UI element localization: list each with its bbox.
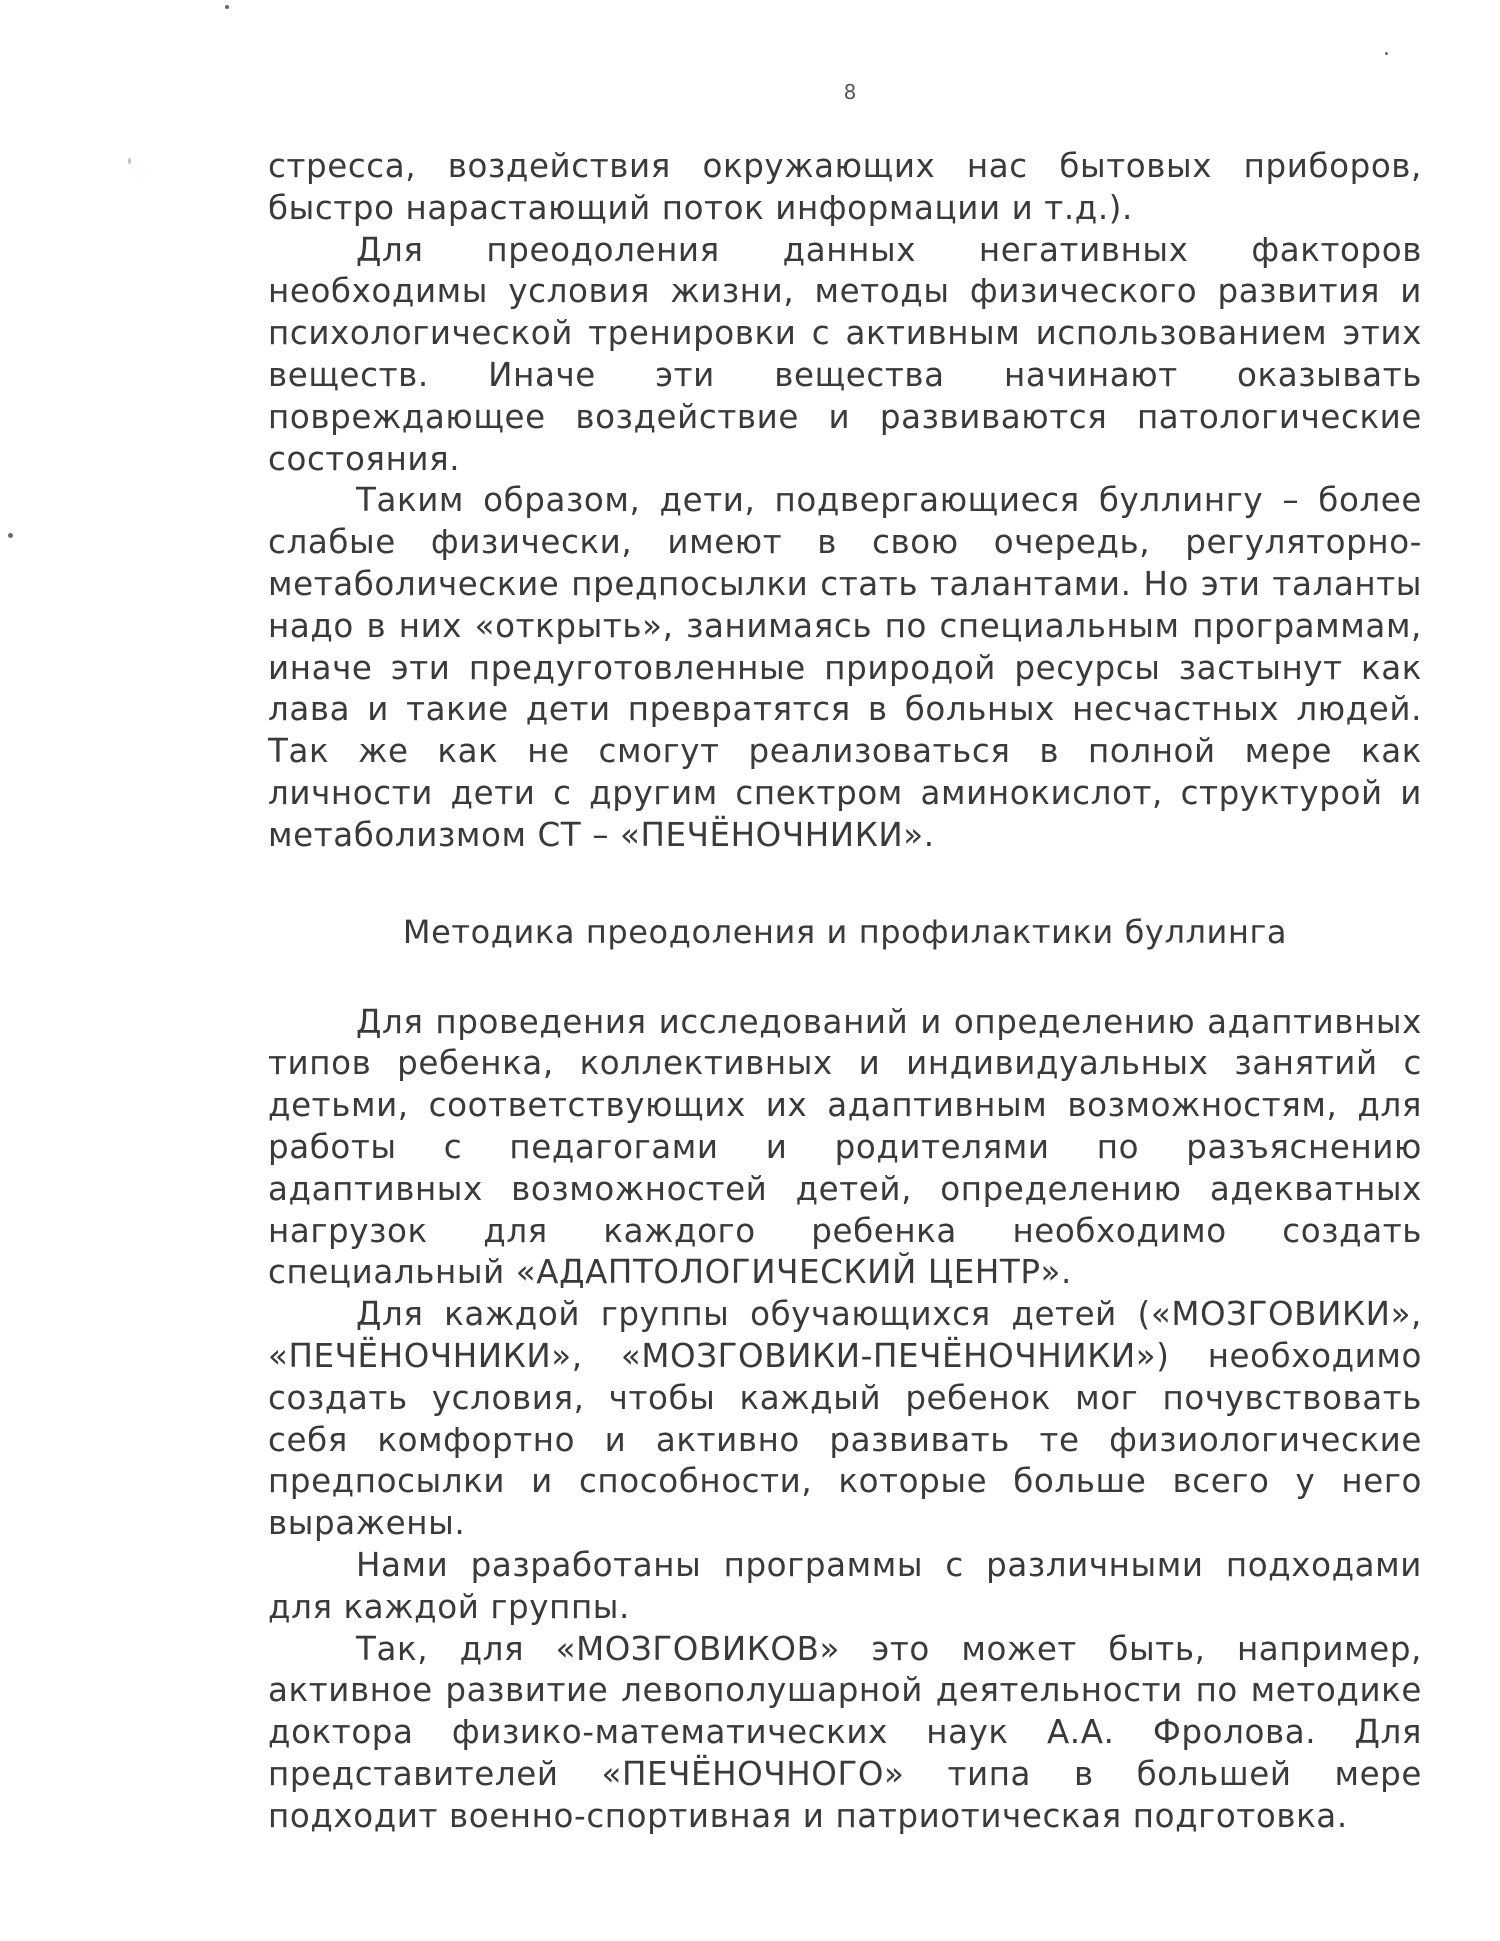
section-heading: Методика преодоления и профилактики буллинга <box>402 912 1288 951</box>
paragraph: Таким образом, дети, подвергающиеся буллингу – более слабые физически, имеют в свою очередь, регуляторно-метаболические предпосылки стать талантами. Но эти таланты надо в них «открыть», занимаясь по специальным программам, иначе эти предуготовленные природой ресурсы застынут как лава и такие дети превратятся в больных несчастных людей. Так же как не смогут реализоваться в полной мере как личности дети с другим спектром аминокислот, структурой и метаболизмом СТ – «ПЕЧЁНОЧНИКИ». <box>268 481 1422 854</box>
paragraph: стресса, воздействия окружающих нас бытовых приборов, быстро нарастающий поток информации и т.д.). <box>268 147 1422 227</box>
scan-speck <box>1385 52 1388 55</box>
paragraph: Для проведения исследований и определению адаптивных типов ребенка, коллективных и индивидуальных занятий с детьми, соответствующих их адаптивным возможностям, для работы с педагогами и родителями по разъяснению адаптивных возможностей детей, определению адекватных нагрузок для каждого ребенка необходимо создать специальный «АДАПТОЛОГИЧЕСКИЙ ЦЕНТР». <box>268 1002 1422 1292</box>
paragraph: Для каждой группы обучающихся детей («МОЗГОВИКИ», «ПЕЧЁНОЧНИКИ», «МОЗГОВИКИ-ПЕЧЁНОЧНИКИ») необходимо создать условия, чтобы каждый ребенок мог почувствовать себя комфортно и активно развивать те физиологические предпосылки и способности, которые больше всего у него выражены. <box>268 1295 1422 1543</box>
paragraph: Для преодоления данных негативных факторов необходимы условия жизни, методы физического развития и психологической тренировки с активным использованием этих веществ. Иначе эти вещества начинают оказывать повреждающее воздействие и развиваются патологические состояния. <box>268 230 1422 478</box>
paragraph: Так, для «МОЗГОВИКОВ» это может быть, например, активное развитие левополушарной деятельности по методике доктора физико-математических наук А.А. Фролова. Для представителей «ПЕЧЁНОЧНОГО» типа в большей мере подходит военно-спортивная и патриотическая подготовка. <box>268 1629 1422 1835</box>
scan-speck <box>8 533 13 538</box>
document-body <box>268 146 1422 1837</box>
page-number: 8 <box>843 80 857 104</box>
paragraph: Нами разработаны программы с различными подходами для каждой группы. <box>268 1545 1422 1626</box>
scan-speck <box>128 158 131 164</box>
scan-speck <box>225 5 229 9</box>
